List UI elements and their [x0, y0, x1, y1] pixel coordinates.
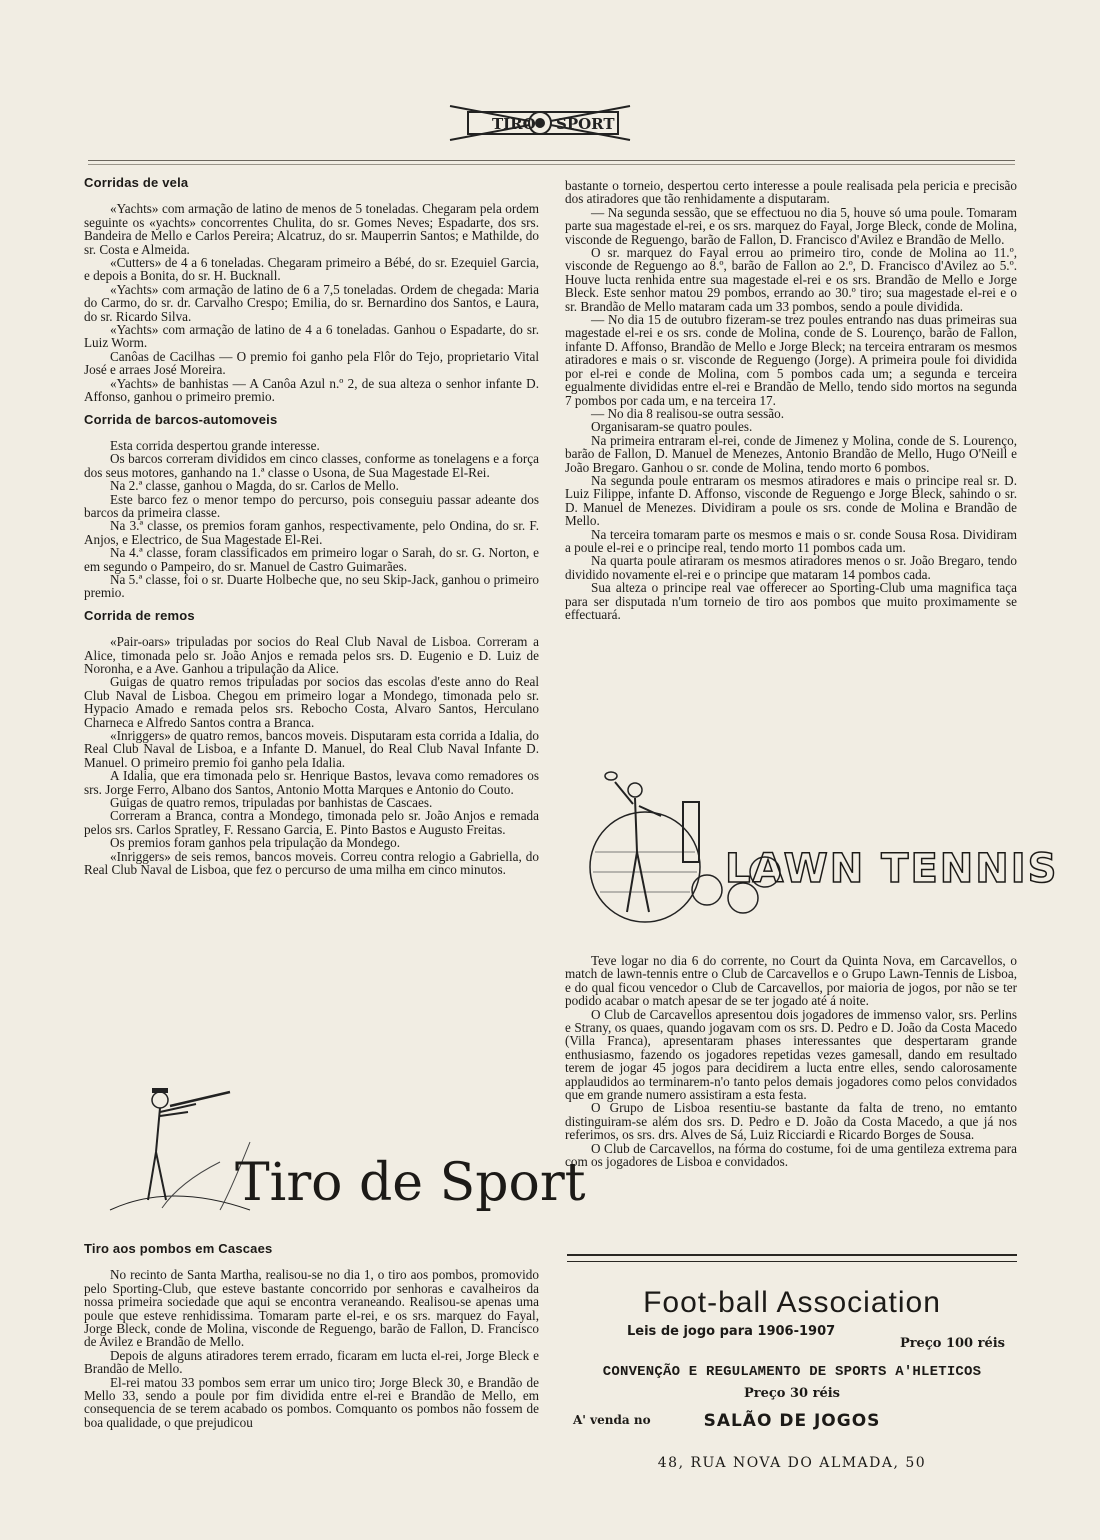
paragraph: «Yachts» com armação de latino de 4 a 6 toneladas. Ganhou o Espadarte, do sr. Luiz Worm.	[84, 322, 539, 351]
paragraph: Organisaram-se quatro poules.	[591, 419, 753, 435]
paragraph: No recinto de Santa Martha, realisou-se no dia 1, o tiro aos pombos, promovido pelo Sporting-Club, que esteve bastante concorrido por senhoras e cavalheiros da nossa primeira sociedade que aqui se encontra veraneando. Realisou-se apenas uma poule que esteve renhidissima. Tomaram parte el-rei, e os srs. marquez do Fayal, Jorge Bleck, conde de Molina, visconde de Reguengo, barão de Fallon, D. Francisco de Avilez e Brandão de Mello.	[84, 1267, 539, 1350]
header-rule-thin	[88, 164, 1015, 165]
svg-text:SPORT: SPORT	[556, 115, 615, 133]
paragraph: O sr. marquez do Fayal errou ao primeiro tiro, conde de Molina ao 11.º, visconde de Reguengo ao 8.º, barão de Fallon ao 2.º, D. Francisco d'Avilez ao 5.º. Houve lucta renhida entre sua magestade el-rei e os srs. Brandão de Mello e Jorge Bleck. Este senhor matou 29 pombos, errando ao 30.º tiro; sua magestade el-rei e o sr. Brandão de Mello mataram cada um 33 pombos, sendo a poule dividida.	[565, 245, 1017, 314]
paragraph: Na primeira entraram el-rei, conde de Jimenez y Molina, conde de S. Lourenço, barão de Fallon, D. Manuel de Menezes, Antonio Brandão de Mello, Hugo O'Neill e João Bregaro. Ganhou o sr. conde de Molina, tendo morto 6 pombos.	[565, 432, 1017, 475]
paragraph: Na segunda poule entraram os mesmos atiradores e mais o principe real sr. D. Luiz Filippe, infante D. Affonso, visconde de Reguengo e Jorge Bleck, sahindo o sr. D. Manuel de Menezes. Dividiram a poule os srs. conde de Molina e Brandão de Mello.	[565, 472, 1017, 529]
paragraph: Na 4.ª classe, foram classificados em primeiro logar o Sarah, do sr. G. Norton, e em segundo o Pampeiro, do sr. Manuel de Castro Guimarães.	[84, 545, 539, 574]
lawn-tennis-title: LAWN TENNIS	[725, 846, 1059, 892]
paragraph: «Cutters» de 4 a 6 toneladas. Chegaram primeiro a Bébé, do sr. Ezequiel Garcia, e depois a Bonita, do sr. H. Bucknall.	[84, 255, 539, 284]
paragraph: Na quarta poule atiraram os mesmos atiradores menos o sr. João Bregaro, tendo dividido novamente el-rei e o principe que mataram 14 pombos cada.	[565, 553, 1017, 582]
heading-barcos-automoveis: Corrida de barcos-automoveis	[84, 411, 278, 427]
paragraph: Guigas de quatro remos, tripuladas por banhistas de Cascaes.	[110, 795, 433, 811]
advert-salao-de-jogos: SALÃO DE JOGOS	[703, 1411, 881, 1431]
paragraph: bastante o torneio, despertou certo interesse a poule realisada pela pericia e precisão dos atiradores que tão renhidamente a disputaram.	[565, 178, 1017, 207]
paragraph: A Idalia, que era timonada pelo sr. Henrique Bastos, levava como remadores os srs. Jorge Ferro, Albano dos Santos, Antonio Motta Marques e Antonio do Couto.	[84, 768, 539, 797]
advert-price-30: Preço 30 réis	[743, 1386, 840, 1401]
tiro-de-sport-title: Tiro de Sport	[235, 1153, 586, 1213]
paragraph: Na 2.ª classe, ganhou o Magda, do sr. Carlos de Mello.	[110, 478, 399, 494]
paragraph: — No dia 15 de outubro fizeram-se trez poules entrando nas duas primeiras sua magestade el-rei e os srs. conde de Molina, conde de S. Lourenço, barão de Fallon, infante D. Affonso, Brandão de Mello e Jorge Bleck; na terceira entraram os mesmos atiradores e mais o sr. visconde de Reguengo (Jorge). A primeira poule foi dividida por el-rei e conde de Molina, com 5 pombos cada um; a segunda e terceira egualmente divididas entre el-rei e Brandão de Mello, tendo sido mortos na segunda 7 pombos por cada um, e na terceira 17.	[565, 312, 1017, 408]
paragraph: Teve logar no dia 6 do corrente, no Court da Quinta Nova, em Carcavellos, o match de lawn-tennis entre o Club de Carcavellos e o Grupo Lawn-Tennis de Lisboa, e do qual ficou vencedor o Club de Carcavellos, por maioria de jogos, por não se ter podido acabar o match apesar de se ter jogado até á noite.	[565, 953, 1017, 1009]
football-association-advert	[567, 1284, 1017, 1471]
lawn-tennis-illustration	[575, 772, 1059, 927]
paragraph: — No dia 8 realisou-se outra sessão.	[591, 405, 785, 421]
paragraph: «Yachts» de banhistas — A Canôa Azul n.º 2, de sua alteza o senhor infante D. Affonso, ganhou o primeiro premio.	[84, 375, 539, 405]
advert-title: Foot-ball Association	[643, 1286, 941, 1319]
paragraph: «Yachts» com armação de latino de 6 a 7,5 toneladas. Ordem de chegada: Maria do Carmo, do sr. dr. Carvalho Crespo; Emilia, do sr. Bernardino dos Santos, e Laura, do sr. Ricardo Silva.	[84, 281, 539, 324]
paragraph: «Inriggers» de seis remos, bancos moveis. Correu contra relogio a Gabriella, do Real Club Naval de Lisboa, que fez o percurso de uma milha em cinco minutos.	[84, 848, 539, 878]
header-rule	[88, 160, 1015, 161]
paragraph: «Yachts» com armação de latino de menos de 5 toneladas. Chegaram pela ordem seguinte os «yachts» concorrentes Chulita, do sr. Gomes Neves; Espadarte, dos srs. Bandeira de Mello e Carlos Pereira; Alcatruz, do sr. Mauperrin Santos; e Mathilde, do sr. Costa e Almeida.	[84, 201, 539, 257]
heading-corrida-de-remos: Corrida de remos	[84, 607, 195, 623]
paragraph: Os barcos correram divididos em cinco classes, conforme as tonelagens e a força dos seus motores, ganhando na 1.ª classe o Usona, de Sua Magestade El-Rei.	[84, 451, 539, 480]
advert-a-venda: A' venda no	[573, 1413, 651, 1427]
advert-rule-thin	[567, 1261, 1017, 1262]
svg-text:TIRO: TIRO	[492, 115, 536, 133]
advert-address: 48, RUA NOVA DO ALMADA, 50	[657, 1455, 927, 1471]
paragraph: Os premios foram ganhos pela tripulação da Mondego.	[110, 835, 401, 851]
paragraph: Na 3.ª classe, os premios foram ganhos, respectivamente, pelo Ondina, do sr. F. Anjos, e Electrico, de Sua Magestade El-Rei.	[84, 518, 539, 547]
paragraph: Guigas de quatro remos tripuladas por socios das escolas d'este anno do Real Club Naval de Lisboa. Chegou em primeiro logar a Mondego, timonada pelo sr. Hypacio Amado e remada pelos srs. Rebocho Costa, Alvaro Santos, Herculano Charneca e Alfredo Santos contra a Branca.	[84, 674, 539, 730]
advert-convencao: CONVENÇÃO E REGULAMENTO DE SPORTS A'HLETICOS	[602, 1364, 982, 1380]
tiro-de-sport-illustration	[100, 1082, 586, 1214]
tiro-sport-masthead-logo	[440, 100, 640, 148]
paragraph: Canôas de Cacilhas — O premio foi ganho pela Flôr do Tejo, proprietario Vital José e arraes José Moreira.	[84, 348, 539, 378]
paragraph: «Inriggers» de quatro remos, bancos moveis. Disputaram esta corrida a Idalia, do Real Club Naval de Lisboa, e a Infante D. Manuel, do Real Club Naval Infante D. Manuel. O primeiro premio foi ganho pela Idalia.	[84, 728, 539, 770]
paragraph: Este barco fez o menor tempo do percurso, pois conseguiu passar adeante dos barcos da primeira classe.	[84, 491, 539, 520]
paragraph: Na 5.ª classe, foi o sr. Duarte Holbeche que, no seu Skip-Jack, ganhou o primeiro premio.	[84, 571, 539, 601]
tiro-pombos-section	[84, 1242, 539, 1429]
advert-rule	[567, 1254, 1017, 1256]
left-column	[84, 176, 539, 877]
right-column	[565, 179, 1017, 621]
paragraph: El-rei matou 33 pombos sem errar um unico tiro; Jorge Bleck 30, e Brandão de Mello 33, sendo a poule por fim dividida entre el-rei e Brandão de Mello, em consequencia de se terem acabado os pombos. Comquanto os pombos não fossem de boa qualidade, o que prejudicou	[84, 1374, 539, 1430]
heading-corridas-de-vela: Corridas de vela	[84, 175, 189, 190]
paragraph: Depois de alguns atiradores terem errado, ficaram em lucta el-rei, Jorge Bleck e Brandão de Mello.	[84, 1347, 539, 1377]
paragraph: O Club de Carcavellos apresentou dois jogadores de immenso valor, srs. Perlins e Strany, os quaes, quando jogavam com os srs. D. Pedro e D. João da Costa Macedo (Villa Franca), apresentaram phases interessantes que despertaram grande enthusiasmo, fazendo os jogadores repetidas vezes gamesall, dando em resultado terem de jogar 45 jogos para decidirem a lucta entre elles, sendo calorosamente applaudidos ao terminarem-n'o tanto pelos demais jogadores como pelos convidados que em grande numero assistiram a esta festa.	[565, 1006, 1017, 1103]
advert-price-100: Preço 100 réis	[899, 1336, 1005, 1351]
paragraph: Sua alteza o principe real vae offerecer ao Sporting-Club uma magnifica taça para ser disputada n'um torneio de tiro aos pombos que muito proximamente se effectuará.	[565, 580, 1017, 622]
paragraph: «Pair-oars» tripuladas por socios do Real Club Naval de Lisboa. Correram a Alice, timonada pelo sr. João Anjos e remada pelos srs. D. Eugenio e D. Luiz de Noronha, e a Ave. Ganhou a tripulação da Alice.	[84, 634, 539, 676]
paragraph: Esta corrida despertou grande interesse.	[110, 437, 320, 453]
heading-tiro-aos-pombos: Tiro aos pombos em Cascaes	[84, 1241, 273, 1256]
paragraph: O Club de Carcavellos, na fórma do costume, foi de uma gentileza extrema para com os jogadores de Lisboa e convidados.	[565, 1140, 1017, 1170]
paragraph: — Na segunda sessão, que se effectuou no dia 5, houve só uma poule. Tomaram parte sua magestade el-rei, e os srs. marquez do Fayal, Jorge Bleck, conde de Molina, visconde de Reguengo, barão de Fallon, D. Francisco d'Avilez e Brandão de Mello.	[565, 204, 1017, 247]
paragraph: Correram a Branca, contra a Mondego, timonada pelo sr. João Anjos e remada pelos srs. Carlos Spratley, F. Ressano Garcia, E. Pinto Bastos e Augusto Freitas.	[84, 808, 539, 837]
paragraph: O Grupo de Lisboa resentiu-se bastante da falta de treno, no emtanto distinguiram-se além dos srs. D. Pedro e D. João da Costa Macedo, a que já nos referimos, os srs. drs. Alves de Sá, Luiz Ricciardi e Ricardo Borges de Sousa.	[565, 1100, 1017, 1143]
advert-leis-de-jogo: Leis de jogo para 1906-1907	[627, 1324, 836, 1339]
paragraph: Na terceira tomaram parte os mesmos e mais o sr. conde Sousa Rosa. Dividiram a poule el-rei e o principe real, tendo morto 11 pombos cada um.	[565, 526, 1017, 555]
lawn-tennis-section	[565, 954, 1017, 1169]
